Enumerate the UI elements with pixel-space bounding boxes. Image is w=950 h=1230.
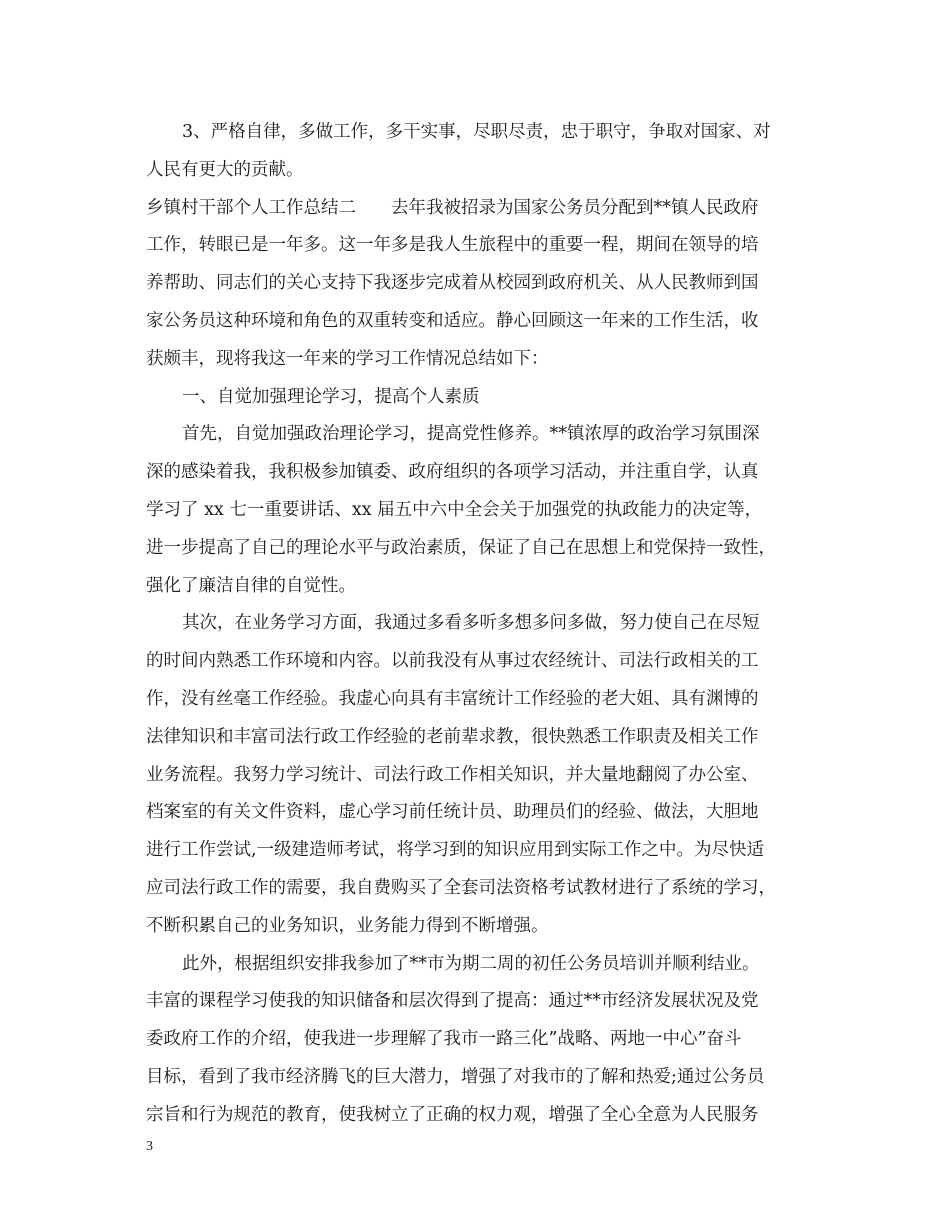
text-line: 家公务员这种环境和角色的双重转变和适应。静心回顾这一年来的工作生活，收 — [146, 310, 759, 331]
text-line: 宗旨和行为规范的教育，使我树立了正确的权力观，增强了全心全意为人民服务 — [146, 1104, 759, 1125]
text-line: 的时间内熟悉工作环境和内容。以前我没有从事过农经统计、司法行政相关的工 — [146, 651, 759, 672]
text-line: 进行工作尝试,一级建造师考试，将学习到的知识应用到实际工作之中。为尽快适 — [146, 840, 765, 861]
text-line: 工作，转眼已是一年多。这一年多是我人生旅程中的重要一程，期间在领导的培 — [146, 235, 759, 256]
text-line: 养帮助、同志们的关心支持下我逐步完成着从校园到政府机关、从人民教师到国 — [146, 273, 759, 294]
page-number: 3 — [146, 1139, 153, 1154]
text-line: 作，没有丝毫工作经验。我虚心向具有丰富统计工作经验的老大姐、具有渊博的 — [146, 688, 759, 709]
text-line: 丰富的课程学习使我的知识储备和层次得到了提高：通过**市经济发展状况及党 — [146, 991, 759, 1012]
text-line: 应司法行政工作的需要，我自费购买了全套司法资格考试教材进行了系统的学习， — [146, 877, 776, 898]
document-body — [146, 114, 806, 1135]
text-line: 目标，看到了我市经济腾飞的巨大潜力，增强了对我市的了解和热爱;通过公务员 — [146, 1066, 765, 1087]
text-line: 不断积累自己的业务知识，业务能力得到不断增强。 — [146, 915, 549, 936]
text-line: 首先，自觉加强政治理论学习，提高党性修养。**镇浓厚的政治学习氛围深 — [182, 424, 760, 445]
text-line: 法律知识和丰富司法行政工作经验的老前辈求教，很快熟悉工作职责及相关工作 — [146, 726, 759, 747]
text-line: 其次，在业务学习方面，我通过多看多听多想多问多做，努力使自己在尽短 — [182, 613, 760, 634]
text-line: 学习了 xx 七一重要讲话、xx 届五中六中全会关于加强党的执政能力的决定等， — [146, 499, 763, 520]
text-line: 业务流程。我努力学习统计、司法行政工作相关知识，并大量地翻阅了办公室、 — [146, 764, 759, 785]
text-line: 3、严格自律，多做工作，多干实事，尽职尽责，忠于职守，争取对国家、对 — [182, 122, 771, 142]
text-line: 一、自觉加强理论学习，提高个人素质 — [182, 386, 480, 407]
text-line: 此外，根据组织安排我参加了**市为期二周的初任公务员培训并顺利结业。 — [182, 953, 760, 974]
text-line: 深的感染着我，我积极参加镇委、政府组织的各项学习活动，并注重自学，认真 — [146, 462, 759, 483]
text-line: 委政府工作的介绍，使我进一步理解了我市一路三化”战略、两地一中心”奋斗 — [146, 1029, 742, 1050]
text-line: 乡镇村干部个人工作总结二 去年我被招录为国家公务员分配到**镇人民政府 — [146, 197, 759, 218]
text-line: 进一步提高了自己的理论水平与政治素质，保证了自己在思想上和党保持一致性， — [146, 537, 776, 558]
text-line: 档案室的有关文件资料，虚心学习前任统计员、助理员们的经验、做法，大胆地 — [146, 802, 759, 823]
text-line: 强化了廉洁自律的自觉性。 — [146, 575, 356, 596]
text-line: 获颇丰，现将我这一年来的学习工作情况总结如下： — [146, 348, 549, 369]
text-line: 人民有更大的贡献。 — [146, 159, 304, 180]
